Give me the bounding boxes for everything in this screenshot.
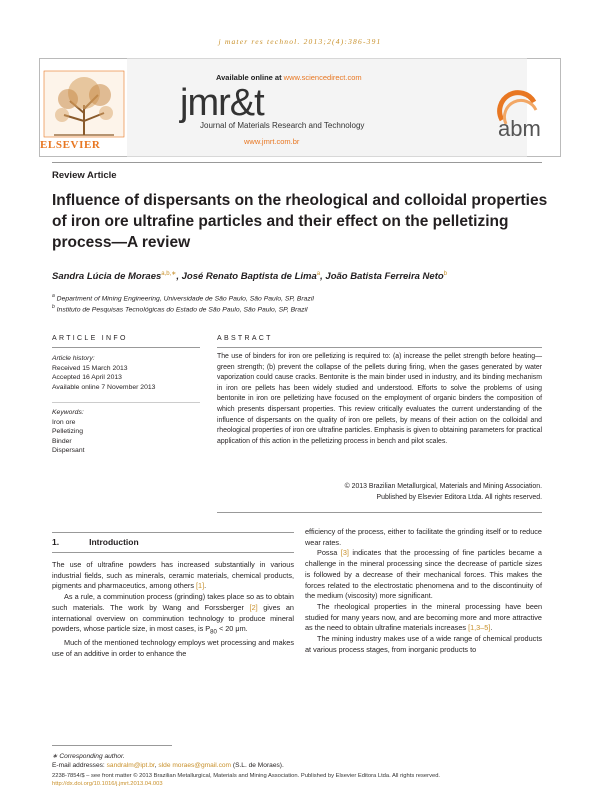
- paragraph-text: The use of ultrafine powders has increased substantially in various industrial fields, such as minerals, ceramic materials, chemical products, pigments and pharmaceutics, among others: [52, 560, 294, 591]
- paragraph: The mining industry makes use of a wide range of chemical products at various process stages, from inorganic products to: [305, 634, 542, 654]
- keyword: Binder: [52, 437, 72, 445]
- affiliation-b-text: Instituto de Pesquisas Tecnológicas do Estado de São Paulo, São Paulo, SP, Brazil: [56, 306, 308, 314]
- citation-link[interactable]: [3]: [340, 548, 349, 558]
- keywords-label: [52, 408, 85, 418]
- email-label: E-mail addresses:: [52, 762, 107, 769]
- paragraph-text: The rheological properties in the mineral processing have been studied for many years now, and are becoming more and more attractive as the need to obtain ultrafine materials increases: [305, 601, 542, 633]
- paragraph-text: < 20 μm.: [216, 624, 248, 634]
- paragraph: [305, 548, 542, 602]
- divider: [217, 512, 542, 513]
- affiliation-a-text: Department of Mining Engineering, Universidade de São Paulo, São Paulo, SP, Brazil: [56, 295, 314, 303]
- email-suffix: (S.L. de Moraes).: [231, 762, 284, 769]
- history-label: [52, 354, 155, 364]
- footnotes: [52, 752, 552, 770]
- keyword: Pelletizing: [52, 428, 83, 436]
- journal-url[interactable]: www.jmrt.com.br: [244, 137, 300, 146]
- author-3-sup[interactable]: b: [443, 271, 448, 277]
- subscript: 80: [210, 628, 217, 636]
- affiliation-a-sup: a: [52, 293, 55, 299]
- jmrt-logo: jmr&t: [180, 82, 264, 124]
- copyright-notice: © 2013 Brazilian Metallurgical, Materials and Mining Association. Published by Elsevier Editora Ltda. All rights reserved.: [344, 483, 542, 501]
- corresponding-author: ∗ Corresponding author.: [52, 753, 125, 760]
- section-title: Introduction: [89, 537, 139, 547]
- section-heading-introduction: [52, 537, 139, 547]
- email-line: E-mail addresses: sandralm@ipt.br, slde moraes@gmail.com (S.L. de Moraes).: [52, 762, 284, 769]
- article-title: Influence of dispersants on the rheological and colloidal properties of iron ore ultrafine particles and their effect on the pelletizing process—A review: [52, 192, 548, 251]
- keywords-label-text: Keywords:: [52, 409, 84, 416]
- available-online-line: [216, 73, 362, 82]
- history-label-text: Article history:: [52, 355, 95, 362]
- keyword: Iron ore: [52, 418, 76, 426]
- citation-link[interactable]: [1,3–5]: [468, 623, 491, 633]
- accepted-date: Accepted 16 April 2013: [52, 374, 122, 382]
- issn-line: 2238-7854/$ – see front matter © 2013 Brazilian Metallurgical, Materials and Mining Association. Published by Elsevier Editora Ltda. All rights reserved.: [52, 773, 441, 779]
- author-1-sup[interactable]: a,b,∗: [161, 271, 177, 277]
- running-head: j mater res technol. 2013;2(4):386-391: [218, 37, 382, 46]
- paragraph: The use of ultrafine powders has increased substantially in various industrial fields, such as minerals, ceramic materials, chemical products, pigments and pharmaceutics, among others [1].: [52, 560, 294, 591]
- divider: [217, 347, 542, 348]
- body-left-column: [52, 560, 294, 660]
- paragraph: Much of the mentioned technology employs wet processing and makes use of an additive in order to enhance the: [52, 638, 294, 659]
- author-2-sup[interactable]: a: [316, 271, 321, 277]
- citation-link[interactable]: [2]: [249, 602, 258, 612]
- author-1: Sandra Lúcia de Moraes: [52, 271, 162, 283]
- author-2: José Renato Baptista de Lima: [181, 271, 317, 283]
- available-online-prefix: Available online at: [216, 73, 282, 82]
- email-link[interactable]: slde moraes@gmail.com: [158, 762, 232, 769]
- author-list: Sandra Lúcia de Moraes$^{a,b,∗}$, José Renato Baptista de Lima$^a$, João Batista Ferreira Neto$^b$: [52, 271, 448, 283]
- author-3: João Batista Ferreira Neto: [325, 271, 444, 283]
- sciencedirect-link[interactable]: www.sciencedirect.com: [283, 73, 362, 82]
- divider: [52, 347, 200, 348]
- divider: [52, 162, 542, 163]
- article-type: Review Article: [52, 170, 117, 181]
- elsevier-tree-logo: [40, 60, 128, 150]
- footnote-divider: [52, 745, 172, 746]
- keywords: [52, 408, 85, 456]
- keyword: Dispersant: [52, 447, 85, 455]
- paragraph: [52, 592, 294, 638]
- affiliation-a: [52, 293, 314, 302]
- issn-doi: [52, 772, 552, 788]
- body-right-column: [305, 527, 542, 655]
- abstract-heading: ABSTRACT: [217, 335, 273, 342]
- divider: [52, 552, 294, 553]
- abstract-text: The use of binders for iron ore pelletizing is required to: (a) increase the pellet strength before heating—green strength; (b) prevent the collapse of the pellets during firing, when the gases generated by water vaporization could cause cracks. Bentonite is the main binder used in industry, and its binding mechanism in iron ore pellets has been widely studied and understood. Efforts to solve the problems of using bentonite in iron ore pelletizing have focused on the employment of organic binders the composition of which presents dispersant properties. This review critically evaluates the current understanding of the influence of dispersants on the quality of iron ore pellets, by means of their action on the colloidal and rheological properties of iron ore ultrafine particles. Emphasis is given to obtaining parameters for practical application of this action in the pelletizing process in bench and pilot scales.: [217, 353, 542, 445]
- elsevier-wordmark: ELSEVIER: [40, 139, 101, 151]
- paragraph-text: gives an international overview on comminution technology to produce mineral powders, whose particle size, in most cases, is P: [52, 602, 294, 634]
- article-info-heading: ARTICLE INFO: [52, 335, 128, 342]
- section-number: 1.: [52, 537, 60, 547]
- doi-link[interactable]: http://dx.doi.org/10.1016/j.jmrt.2013.04.003: [52, 781, 163, 787]
- divider: [52, 402, 200, 403]
- affiliation-b: [52, 304, 308, 313]
- abm-wordmark: abm: [498, 116, 541, 141]
- citation-link[interactable]: [1]: [196, 581, 205, 591]
- paragraph: efficiency of the process, either to facilitate the grinding itself or to reduce wear rates.: [305, 527, 542, 547]
- paragraph: The rheological properties in the mineral processing have been studied for many years now, and are becoming more and more attractive as the need to obtain ultrafine materials increases [1,3–5].: [305, 601, 542, 633]
- affiliation-b-sup: b: [52, 304, 55, 310]
- paragraph-text: Possa: [317, 548, 341, 558]
- divider: [52, 532, 294, 533]
- email-link[interactable]: sandralm@ipt.br: [106, 762, 155, 769]
- paragraph-text: As a rule, a comminution process (grinding) takes place so as to obtain such materials. The work by Wang and Forssberger: [52, 592, 294, 612]
- paragraph-text: indicates that the processing of fine particles became a challenge in the mineral processing since the decrease of particle sizes is followed by a decrease of their mechanical forces. This makes the forces related to the electrostatic phenomena and to the discontinuity of the medium (viscosity) more significant.: [305, 548, 542, 601]
- article-history: [52, 354, 155, 392]
- received-date: Received 15 March 2013: [52, 364, 128, 372]
- journal-full-name: Journal of Materials Research and Technology: [200, 121, 365, 130]
- online-date: Available online 7 November 2013: [52, 383, 156, 391]
